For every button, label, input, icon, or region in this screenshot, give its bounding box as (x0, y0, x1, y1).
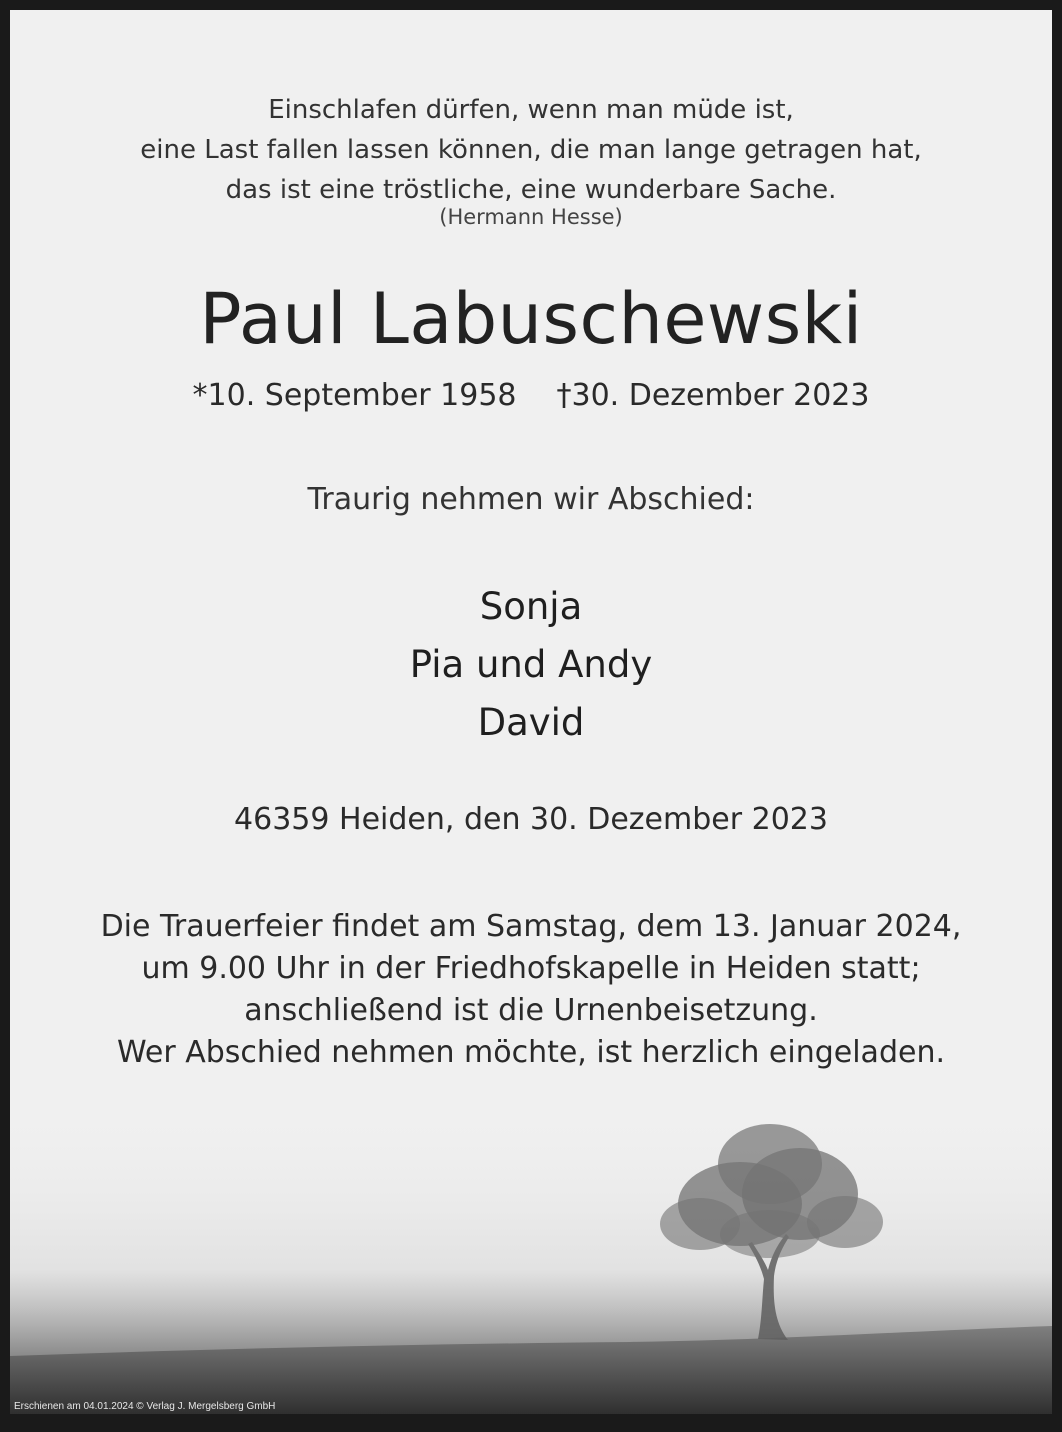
mourner: David (477, 701, 585, 744)
farewell-text: Traurig nehmen wir Abschied: (307, 482, 755, 517)
quote-line: eine Last fallen lassen können, die man lange getragen hat, (140, 135, 922, 165)
ceremony-line: um 9.00 Uhr in der Friedhofskapelle in Heiden statt; (141, 951, 921, 986)
life-dates (10, 378, 1052, 413)
quote (10, 90, 1052, 210)
obituary-notice (10, 10, 1052, 1414)
ceremony-info (10, 906, 1052, 1074)
foggy-tree-landscape (10, 1094, 1052, 1414)
death-date: †30. Dezember 2023 (556, 378, 870, 413)
mourners-list (10, 578, 1052, 752)
quote-line: das ist eine tröstliche, eine wunderbare Sache. (225, 175, 837, 205)
footer-credit: Erschienen am 04.01.2024 © Verlag J. Mergelsberg GmbH (14, 1401, 276, 1412)
deceased-name: Paul Labuschewski (199, 278, 863, 360)
mourner: Sonja (479, 585, 583, 628)
ceremony-line: Die Trauerfeier findet am Samstag, dem 13. Januar 2024, (100, 909, 962, 944)
quote-author: (Hermann Hesse) (439, 205, 623, 229)
quote-line: Einschlafen dürfen, wenn man müde ist, (268, 95, 794, 125)
place-date: 46359 Heiden, den 30. Dezember 2023 (234, 802, 828, 837)
birth-date: *10. September 1958 (192, 378, 517, 413)
mourner: Pia und Andy (409, 643, 653, 686)
ceremony-line: anschließend ist die Urnenbeisetzung. (244, 993, 818, 1028)
ceremony-line: Wer Abschied nehmen möchte, ist herzlich eingeladen. (116, 1035, 945, 1070)
